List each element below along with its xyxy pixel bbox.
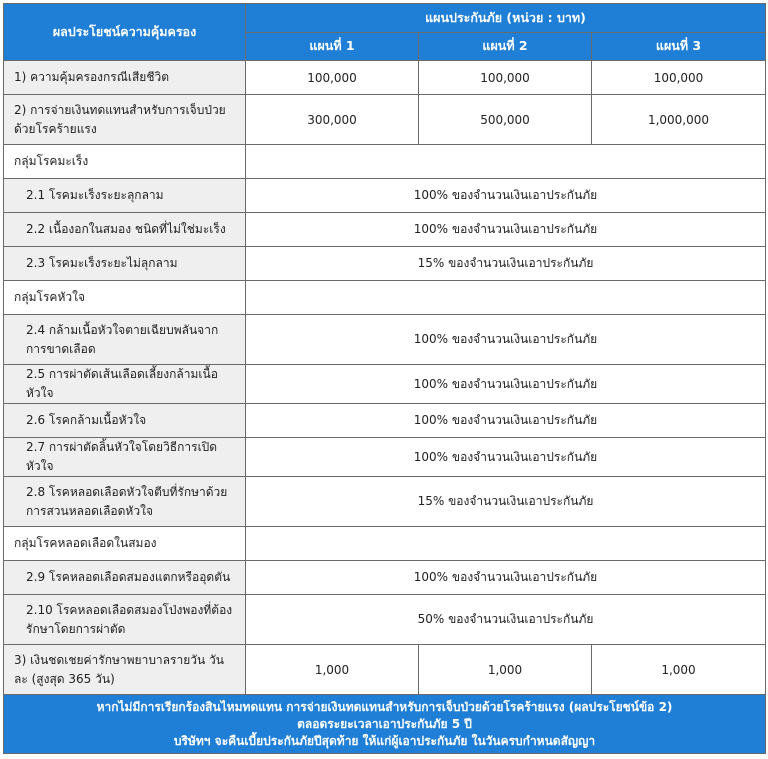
- table-row: [4, 561, 766, 595]
- table-row: [4, 595, 766, 645]
- table-row: [4, 645, 766, 695]
- row-label: 2.6 โรคกล้ามเนื้อหัวใจ: [4, 404, 246, 438]
- benefit-value: 100% ของจำนวนเงินเอาประกันภัย: [246, 315, 766, 365]
- row-label: 2.1 โรคมะเร็งระยะลุกลาม: [4, 179, 246, 213]
- row-label: 2.9 โรคหลอดเลือดสมองแตกหรืออุดตัน: [4, 561, 246, 595]
- plan-1-value: 1,000: [246, 645, 419, 695]
- header-row: [4, 4, 766, 33]
- group-label: กลุ่มโรคมะเร็ง: [4, 145, 246, 179]
- row-label: 1) ความคุ้มครองกรณีเสียชีวิต: [4, 61, 246, 95]
- row-label: 2.10 โรคหลอดเลือดสมองโป่งพองที่ต้องรักษาโดยการผ่าตัด: [4, 595, 246, 645]
- group-empty-cell: [246, 527, 766, 561]
- plan-1-header: แผนที่ 1: [246, 32, 419, 61]
- benefit-value: 100% ของจำนวนเงินเอาประกันภัย: [246, 404, 766, 438]
- table-row: [4, 179, 766, 213]
- benefit-value: 100% ของจำนวนเงินเอาประกันภัย: [246, 213, 766, 247]
- row-label: 2.8 โรคหลอดเลือดหัวใจตีบที่รักษาด้วยการสวนหลอดเลือดหัวใจ: [4, 477, 246, 527]
- row-label: 2.5 การผ่าตัดเส้นเลือดเลี้ยงกล้ามเนื้อหัวใจ: [4, 365, 246, 404]
- row-label: 2.7 การผ่าตัดลิ้นหัวใจโดยวิธีการเปิดหัวใจ: [4, 438, 246, 477]
- footer-line-3: บริษัทฯ จะคืนเบี้ยประกันภัยปีสุดท้าย ให้แก่ผู้เอาประกันภัย ในวันครบกำหนดสัญญา: [173, 733, 596, 748]
- group-row-brain: [4, 527, 766, 561]
- row-label: 2.2 เนื้องอกในสมอง ชนิดที่ไม่ใช่มะเร็ง: [4, 213, 246, 247]
- plan-2-value: 100,000: [419, 61, 592, 95]
- benefit-value: 100% ของจำนวนเงินเอาประกันภัย: [246, 438, 766, 477]
- table-row: [4, 315, 766, 365]
- plan-group-header: แผนประกันภัย (หน่วย : บาท): [246, 4, 766, 33]
- row-label: 3) เงินชดเชยค่ารักษาพยาบาลรายวัน วันละ (สูงสุด 365 วัน): [4, 645, 246, 695]
- benefit-value: 100% ของจำนวนเงินเอาประกันภัย: [246, 179, 766, 213]
- coverage-table-container: [3, 3, 765, 754]
- group-row-cancer: [4, 145, 766, 179]
- group-label: กลุ่มโรคหลอดเลือดในสมอง: [4, 527, 246, 561]
- plan-2-value: 1,000: [419, 645, 592, 695]
- row-label: 2.3 โรคมะเร็งระยะไม่ลุกลาม: [4, 247, 246, 281]
- plan-1-value: 100,000: [246, 61, 419, 95]
- table-row: [4, 95, 766, 145]
- coverage-table: [3, 3, 766, 754]
- table-row: [4, 404, 766, 438]
- plan-2-header: แผนที่ 2: [419, 32, 592, 61]
- benefit-value: 50% ของจำนวนเงินเอาประกันภัย: [246, 595, 766, 645]
- benefit-value: 100% ของจำนวนเงินเอาประกันภัย: [246, 561, 766, 595]
- plan-1-value: 300,000: [246, 95, 419, 145]
- table-row: [4, 247, 766, 281]
- row-label: 2) การจ่ายเงินทดแทนสำหรับการเจ็บป่วยด้วยโรคร้ายแรง: [4, 95, 246, 145]
- plan-3-value: 1,000: [592, 645, 766, 695]
- benefit-value: 100% ของจำนวนเงินเอาประกันภัย: [246, 365, 766, 404]
- benefit-value: 15% ของจำนวนเงินเอาประกันภัย: [246, 247, 766, 281]
- table-row: [4, 61, 766, 95]
- table-row: [4, 365, 766, 404]
- footer-row: [4, 695, 766, 754]
- plan-2-value: 500,000: [419, 95, 592, 145]
- plan-3-value: 100,000: [592, 61, 766, 95]
- table-row: [4, 213, 766, 247]
- row-label: 2.4 กล้ามเนื้อหัวใจตายเฉียบพลันจากการขาดเลือด: [4, 315, 246, 365]
- plan-3-header: แผนที่ 3: [592, 32, 766, 61]
- footer-line-2: ตลอดระยะเวลาเอาประกันภัย 5 ปี: [297, 716, 472, 731]
- footer-note: [4, 695, 766, 754]
- footer-line-1: หากไม่มีการเรียกร้องสินไหมทดแทน การจ่ายเงินทดแทนสำหรับการเจ็บป่วยด้วยโรคร้ายแรง (ผลประโยชน์ข้อ 2): [96, 699, 673, 714]
- benefit-value: 15% ของจำนวนเงินเอาประกันภัย: [246, 477, 766, 527]
- table-row: [4, 438, 766, 477]
- group-empty-cell: [246, 281, 766, 315]
- benefit-column-header: ผลประโยชน์ความคุ้มครอง: [4, 4, 246, 61]
- group-row-heart: [4, 281, 766, 315]
- group-label: กลุ่มโรคหัวใจ: [4, 281, 246, 315]
- group-empty-cell: [246, 145, 766, 179]
- plan-3-value: 1,000,000: [592, 95, 766, 145]
- table-row: [4, 477, 766, 527]
